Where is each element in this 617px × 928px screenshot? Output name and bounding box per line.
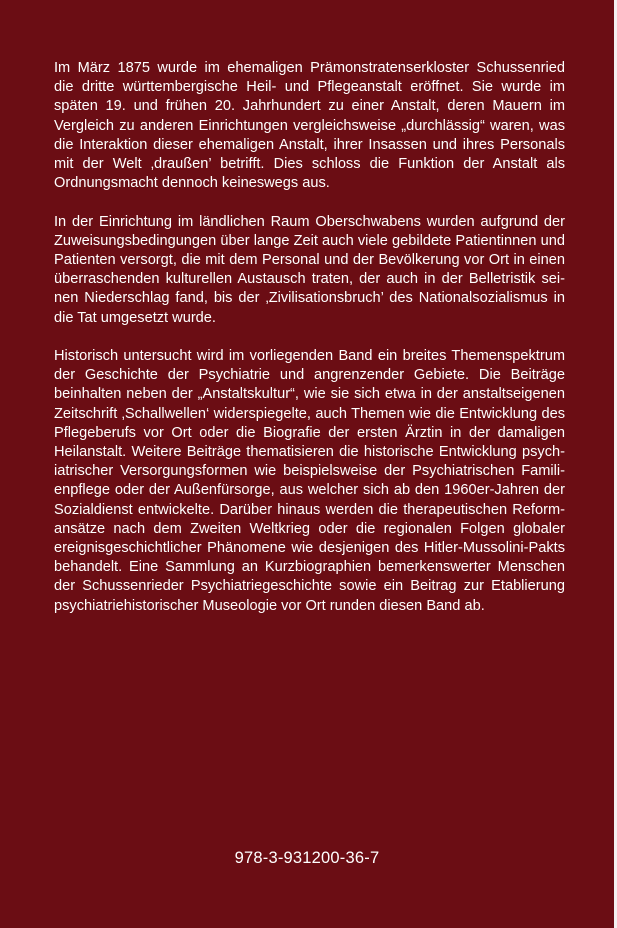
isbn-number: 978-3-931200-36-7 [234,849,380,867]
blurb-text [54,59,565,635]
blurb-paragraph-2: In der Einrichtung im ländlichen Raum Oberschwabens wurden aufgrund der Zuweisungsbedingungen über lange Zeit auch viele gebildete Patientinnen und Patienten versorgt, die mit dem Personal und der Bevölkerung vor Ort in einen überraschenden kulturellen Austausch traten, der auch in der Belletristik seinen Niederschlag fand, bis der ‚Zivilisationsbruch’ des Nationalsozialismus in die Tat umgesetzt wurde. [54,213,565,326]
blurb-paragraph-3: Historisch untersucht wird im vorliegenden Band ein breites Themenspektrum der Geschichte der Psychiatrie und angrenzender Gebiete. Die Beiträge beinhalten neben der „Anstaltskultur“, wie sie sich etwa in der anstaltseigenen Zeitschrift ‚Schallwellen‘ widerspiegelte, auch Themen wie die Entwicklung des Pflegeberufs vor Ort oder die Biografie der ersten Ärztin in der damaligen Heilanstalt. Weitere Beiträge thematisieren die historische Entwicklung psychiatrischer Versorgungsformen wie beispielsweise der Psychiatrischen Familienpflege oder der Außenfürsorge, aus welcher sich ab den 1960er-Jahren der Sozialdienst entwickelte. Darüber hinaus werden die therapeutischen Reformansätze nach dem Zweiten Weltkrieg oder die regionalen Folgen globaler ereignisgeschichtlicher Phänomene wie desjenigen des Hitler-Mussolini-Pakts behandelt. Eine Sammlung an Kurzbiographien bemerkenswerter Menschen der Schussenrieder Psychiatriegeschichte sowie ein Beitrag zur Etablierung psychiatriehistorischer Museologie vor Ort runden diesen Band ab. [54,348,565,614]
blurb-paragraph-1: Im März 1875 wurde im ehemaligen Prämonstratenserkloster Schussenried die dritte württembergische Heil- und Pflegeanstalt eröffnet. Sie wurde im späten 19. und frühen 20. Jahrhundert zu einer Anstalt, deren Mauern im Vergleich zu anderen Einrichtungen vergleichsweise „durchlässig“ waren, was die Interaktion dieser ehemaligen Anstalt, ihrer Insassen und ihres Personals mit der Welt ‚draußen’ betrifft. Dies schloss die Funktion der Anstalt als Ordnungsmacht dennoch keineswegs aus. [54,60,565,192]
